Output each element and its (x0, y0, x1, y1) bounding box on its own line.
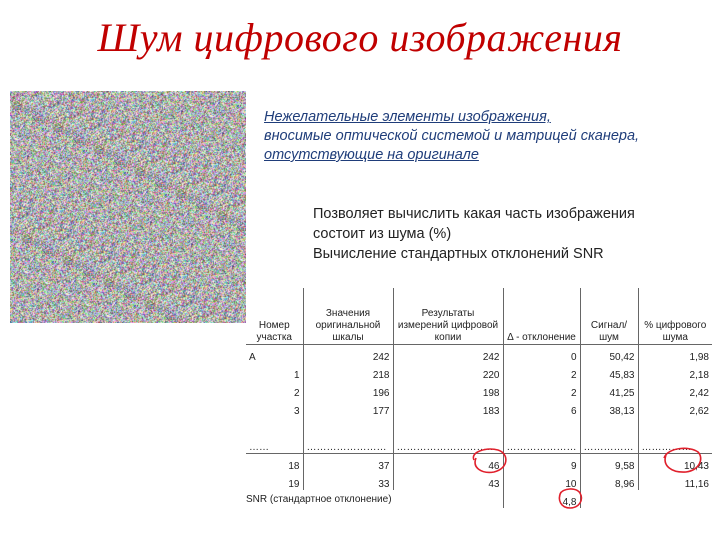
cell: 2 (503, 381, 580, 399)
cell: 2,18 (689, 370, 709, 381)
cell: 33 (303, 472, 393, 490)
table-header-row (246, 288, 712, 345)
cell: 18 (246, 454, 303, 473)
noise-definition (264, 108, 714, 165)
cell: ………………………… (393, 435, 503, 454)
table-row-ellipsis (246, 435, 712, 454)
cell: 0 (503, 345, 580, 364)
cell: 1 (246, 363, 303, 381)
cell: 43 (393, 472, 503, 490)
table-row (246, 345, 712, 364)
table-row (246, 454, 712, 473)
definition-line-1: Нежелательные элементы изображения, (264, 109, 551, 125)
cell: 2,62 (689, 406, 709, 417)
cell: 41,25 (580, 381, 638, 399)
cell: 177 (303, 399, 393, 417)
cell: 10 (503, 472, 580, 490)
cell: …… (246, 435, 303, 454)
snr-value: 4,8 (503, 490, 580, 508)
cell: 3 (246, 399, 303, 417)
header-original-values: Значения оригинальной шкалы (303, 288, 393, 345)
cell: 1,98 (689, 352, 709, 363)
cell: 198 (393, 381, 503, 399)
cell: A (246, 345, 303, 364)
cell: 242 (393, 345, 503, 364)
table-row (246, 381, 712, 399)
cell: …………………… (303, 435, 393, 454)
snr-label: SNR (стандартное отклонение) (246, 494, 392, 505)
cell: 45,83 (580, 363, 638, 381)
cell: 218 (303, 363, 393, 381)
cell: 37 (303, 454, 393, 473)
cell: 6 (503, 399, 580, 417)
header-measured-values: Результаты измерений цифровой копии (393, 288, 503, 345)
cell: …………… (638, 435, 712, 454)
table-row (246, 417, 712, 435)
cell: 38,13 (580, 399, 638, 417)
cell: 196 (303, 381, 393, 399)
info-line-2: состоит из шума (%) (313, 226, 452, 242)
cell: 220 (393, 363, 503, 381)
header-section-number: Номер участка (246, 288, 303, 345)
cell: 10,43 (683, 461, 709, 472)
info-line-3: Вычисление стандартных отклонений SNR (313, 246, 604, 262)
header-deviation: Δ - отклонение (503, 288, 580, 345)
cell: 50,42 (580, 345, 638, 364)
cell: 11,16 (684, 479, 709, 490)
cell: 2 (246, 381, 303, 399)
cell: 183 (393, 399, 503, 417)
header-signal-noise: Сигнал/ шум (580, 288, 638, 345)
noise-table (246, 288, 712, 508)
cell: 2,42 (689, 388, 709, 399)
page-title: Шум цифрового изображения (97, 15, 623, 60)
cell: 2 (503, 363, 580, 381)
header-noise-percent: % цифрового шума (638, 288, 712, 345)
definition-line-2: вносимые оптической системой и матрицей сканера, (264, 128, 640, 144)
cell: 46 (393, 454, 503, 473)
info-line-1: Позволяет вычислить какая часть изображения (313, 206, 635, 222)
noise-image (10, 91, 246, 323)
snr-info (313, 204, 713, 264)
cell: ………………… (503, 435, 580, 454)
table-row (246, 363, 712, 381)
cell: …………… (580, 435, 638, 454)
cell: 19 (246, 472, 303, 490)
cell: 9 (503, 454, 580, 473)
table-row (246, 472, 712, 490)
cell: 242 (303, 345, 393, 364)
cell: 8,96 (580, 472, 638, 490)
cell: 9,58 (580, 454, 638, 473)
definition-line-3: отсутствующие на оригинале (264, 147, 479, 163)
table-row (246, 399, 712, 417)
